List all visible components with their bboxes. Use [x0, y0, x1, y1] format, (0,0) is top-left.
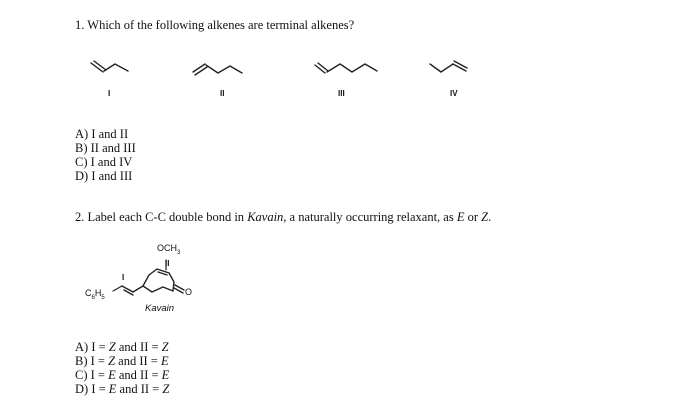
option-c-second: E: [161, 368, 170, 382]
option-a-prefix: A) I =: [75, 340, 109, 354]
q2-text-part2: , a naturally occurring relaxant, as: [283, 210, 457, 224]
option-a-first: Z: [108, 340, 116, 354]
option-b-second: E: [160, 354, 169, 368]
och3-subscript: 3: [177, 249, 181, 256]
option-a[interactable]: [75, 340, 169, 354]
structure-label-iv: IV: [450, 89, 458, 98]
q2-z: Z: [481, 210, 489, 224]
option-d-second: Z: [162, 382, 170, 396]
carbonyl-oxygen-label: O: [185, 287, 193, 297]
option-c[interactable]: [75, 368, 169, 382]
option-d[interactable]: [75, 382, 169, 396]
q2-e: E: [456, 210, 465, 224]
c6h5-sub5: 5: [101, 294, 105, 301]
option-c-mid: and II =: [115, 368, 162, 382]
kavain-label: Kavain: [145, 303, 175, 314]
structure-label-iii: III: [338, 89, 345, 98]
option-b-prefix: B) I =: [75, 354, 109, 368]
option-d-prefix: D) I =: [75, 382, 109, 396]
option-b-first: Z: [108, 354, 116, 368]
bond-label-i: I: [122, 273, 125, 282]
q2-text-part1: 2. Label each C-C double bond in: [75, 210, 248, 224]
option-b[interactable]: B) II and III: [75, 141, 136, 155]
option-c-prefix: C) I =: [75, 368, 109, 382]
question-2-options: [75, 340, 169, 396]
bond-label-ii: II: [165, 259, 170, 268]
kavain-italic: Kavain: [247, 210, 284, 224]
structure-label-ii: II: [220, 89, 225, 98]
c6h5-sub6: 6: [91, 294, 95, 301]
option-d-mid: and II =: [116, 382, 163, 396]
q2-text-end: .: [488, 210, 492, 224]
option-a-second: Z: [161, 340, 169, 354]
och3-text: OCH: [157, 243, 177, 253]
option-b-mid: and II =: [115, 354, 161, 368]
q2-text-or: or: [464, 210, 482, 224]
option-d[interactable]: D) I and III: [75, 169, 133, 183]
question-1-text: 1. Which of the following alkenes are terminal alkenes?: [75, 18, 355, 32]
option-a[interactable]: A) I and II: [75, 127, 129, 141]
option-c[interactable]: C) I and IV: [75, 155, 133, 169]
c6h5-label: [85, 288, 105, 301]
option-d-first: E: [108, 382, 117, 396]
option-a-mid: and II =: [115, 340, 162, 354]
och3-label: [157, 243, 180, 256]
structure-label-i: I: [108, 89, 111, 98]
option-c-first: E: [108, 368, 116, 382]
c6h5-h: H: [94, 288, 102, 298]
option-b[interactable]: [75, 354, 169, 368]
c6h5-c: C: [85, 288, 92, 298]
